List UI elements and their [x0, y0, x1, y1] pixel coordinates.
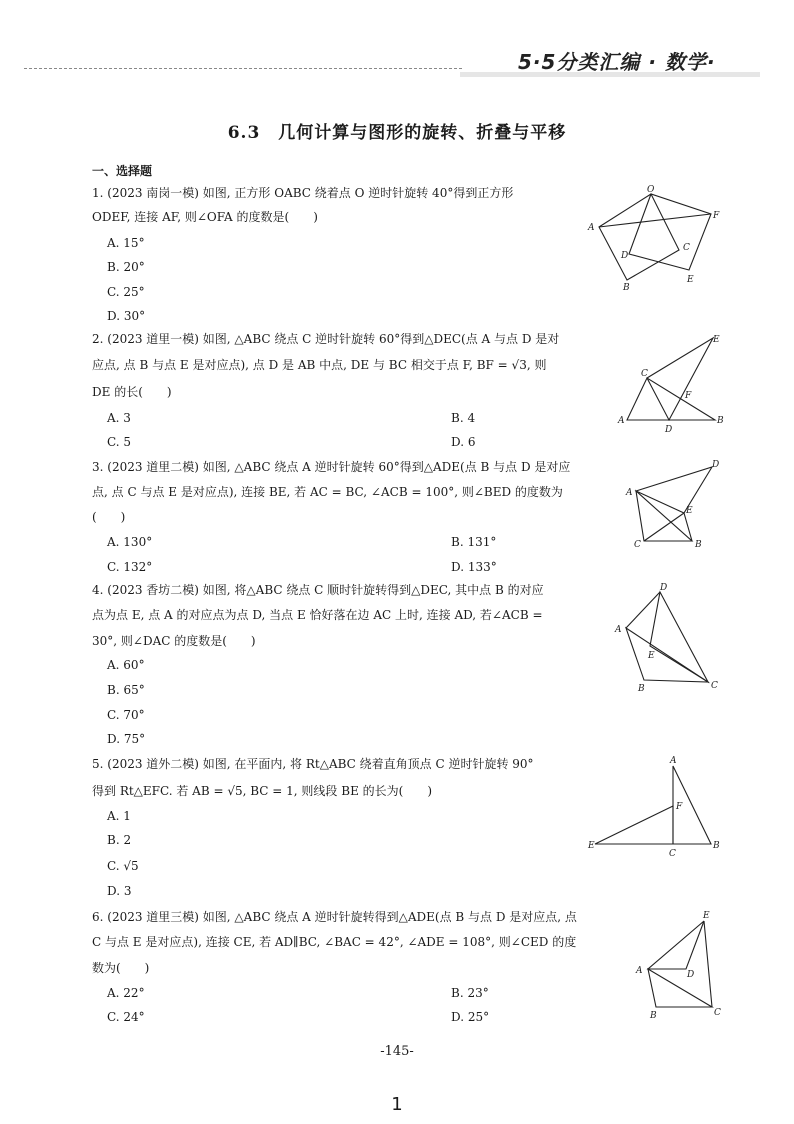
q4-option-d: D. 75° — [107, 732, 146, 746]
q6-label-e: E — [703, 911, 710, 921]
q5-option-c: C. √5 — [107, 859, 139, 873]
q3-label-e: E — [686, 506, 693, 516]
q3-line-1: 3. (2023 道里二模) 如图, △ABC 绕点 A 逆时针旋转 60°得到△ADE(点 B 与点 D 是对应 — [92, 460, 571, 474]
q3-line-2: 点, 点 C 与点 E 是对应点), 连接 BE, 若 AC = BC, ∠ACB = 100°, 则∠BED 的度数为 — [92, 485, 563, 499]
q1-option-c: C. 25° — [107, 285, 145, 299]
q4-line-1: 4. (2023 香坊二模) 如图, 将△ABC 绕点 C 顺时针旋转得到△DEC, 其中点 B 的对应 — [92, 583, 544, 597]
q6-option-d: D. 25° — [451, 1010, 490, 1024]
q1-label-c: C — [683, 243, 690, 253]
q2-line-2: 应点, 点 B 与点 E 是对应点), 点 D 是 AB 中点, DE 与 BC 相交于点 F, BF = √3, 则 — [92, 358, 547, 372]
q2-line-1: 2. (2023 道里一模) 如图, △ABC 绕点 C 逆时针旋转 60°得到△DEC(点 A 与点 D 是对 — [92, 332, 560, 346]
q6-label-d: D — [687, 970, 695, 980]
q3-option-a: A. 130° — [107, 535, 153, 549]
q1-line-2: ODEF, 连接 AF, 则∠OFA 的度数是( ) — [92, 210, 318, 224]
q6-option-b: B. 23° — [451, 986, 489, 1000]
q5-option-b: B. 2 — [107, 833, 132, 847]
q6-figure — [628, 905, 728, 1020]
q5-label-b: B — [713, 841, 720, 851]
q2-option-d: D. 6 — [451, 435, 476, 449]
q1-figure — [585, 182, 725, 292]
q2-line-3: DE 的长( ) — [92, 385, 172, 399]
q3-label-d: D — [712, 460, 720, 470]
page-title: 6.3 几何计算与图形的旋转、折叠与平移 — [227, 123, 567, 143]
q5-option-a: A. 1 — [107, 809, 131, 823]
q3-label-c: C — [634, 540, 641, 550]
q2-option-a: A. 3 — [107, 411, 131, 425]
q5-label-e: E — [588, 841, 595, 851]
q5-option-d: D. 3 — [107, 884, 132, 898]
q6-label-a: A — [636, 966, 643, 976]
q6-label-c: C — [714, 1008, 721, 1018]
q4-option-b: B. 65° — [107, 683, 145, 697]
q2-option-c: C. 5 — [107, 435, 132, 449]
q2-label-c: C — [641, 369, 648, 379]
q4-option-a: A. 60° — [107, 658, 145, 672]
q3-label-a: A — [626, 488, 633, 498]
q2-label-f: F — [685, 391, 692, 401]
page-number: -145- — [380, 1044, 414, 1059]
q1-label-e: E — [687, 275, 694, 285]
q5-label-a: A — [670, 756, 677, 766]
q3-label-b: B — [695, 540, 702, 550]
header-brand: 5·5分类汇编 · 数学· — [518, 50, 716, 74]
q3-option-b: B. 131° — [451, 535, 497, 549]
q6-label-b: B — [650, 1011, 657, 1021]
q4-figure — [610, 578, 730, 698]
q4-label-a: A — [615, 625, 622, 635]
q5-label-c: C — [669, 849, 676, 859]
q2-triangle-abc — [627, 378, 715, 420]
q3-figure — [620, 455, 730, 555]
q5-line-1: 5. (2023 道外二模) 如图, 在平面内, 将 Rt△ABC 绕着直角顶点 C 逆时针旋转 90° — [92, 757, 534, 771]
q5-triangle-efc — [595, 806, 673, 844]
q3-triangle-abc — [636, 491, 692, 541]
q2-label-a: A — [618, 416, 625, 426]
q3-triangle-ade — [636, 467, 712, 513]
q6-triangle-ade — [648, 921, 704, 969]
q1-label-d: D — [621, 251, 629, 261]
q4-line-2: 点为点 E, 点 A 的对应点为点 D, 当点 E 恰好落在边 AC 上时, 连接 AD, 若∠ACB = — [92, 608, 543, 622]
q1-option-b: B. 20° — [107, 260, 145, 274]
q2-label-d: D — [665, 425, 673, 435]
header-dashed-line — [24, 68, 462, 69]
q4-segment-ad — [626, 592, 660, 628]
q6-line-2: C 与点 E 是对应点), 连接 CE, 若 AD∥BC, ∠BAC = 42°, ∠ADE = 108°, 则∠CED 的度 — [92, 935, 577, 949]
q6-line-1: 6. (2023 道里三模) 如图, △ABC 绕点 A 逆时针旋转得到△ADE(点 B 与点 D 是对应点, 点 — [92, 910, 577, 924]
q1-square-oabc — [599, 194, 679, 280]
q2-triangle-dec — [647, 338, 713, 420]
q5-line-2: 得到 Rt△EFC. 若 AB = √5, BC = 1, 则线段 BE 的长为( ) — [92, 784, 433, 798]
q4-line-3: 30°, 则∠DAC 的度数是( ) — [92, 634, 256, 648]
q2-label-e: E — [713, 335, 720, 345]
q3-line-3: ( ) — [92, 510, 126, 524]
q4-triangle-dec — [650, 592, 708, 682]
q6-triangle-abc — [648, 969, 712, 1007]
q3-option-c: C. 132° — [107, 560, 153, 574]
q2-option-b: B. 4 — [451, 411, 476, 425]
q1-label-a: A — [588, 223, 595, 233]
q2-figure — [615, 330, 730, 435]
q4-label-b: B — [638, 684, 645, 694]
q2-label-b: B — [717, 416, 724, 426]
q1-label-b: B — [623, 283, 630, 293]
q6-option-a: A. 22° — [107, 986, 145, 1000]
q6-option-c: C. 24° — [107, 1010, 145, 1024]
q5-label-f: F — [676, 802, 683, 812]
footer-page-index: 1 — [391, 1094, 403, 1115]
q5-figure — [585, 752, 725, 862]
q4-label-d: D — [660, 583, 668, 593]
q3-option-d: D. 133° — [451, 560, 497, 574]
q4-label-c: C — [711, 681, 718, 691]
q6-segment-ce — [704, 921, 712, 1007]
q1-option-d: D. 30° — [107, 309, 146, 323]
q6-line-3: 数为( ) — [92, 961, 150, 975]
q1-option-a: A. 15° — [107, 236, 145, 250]
q1-label-o: O — [647, 185, 655, 195]
q1-label-f: F — [713, 211, 720, 221]
q3-segment-ce — [644, 513, 684, 541]
q1-line-1: 1. (2023 南岗一模) 如图, 正方形 OABC 绕着点 O 逆时针旋转 40°得到正方形 — [92, 186, 514, 200]
q4-label-e: E — [648, 651, 655, 661]
q4-option-c: C. 70° — [107, 708, 145, 722]
section-heading: 一、选择题 — [92, 164, 153, 178]
